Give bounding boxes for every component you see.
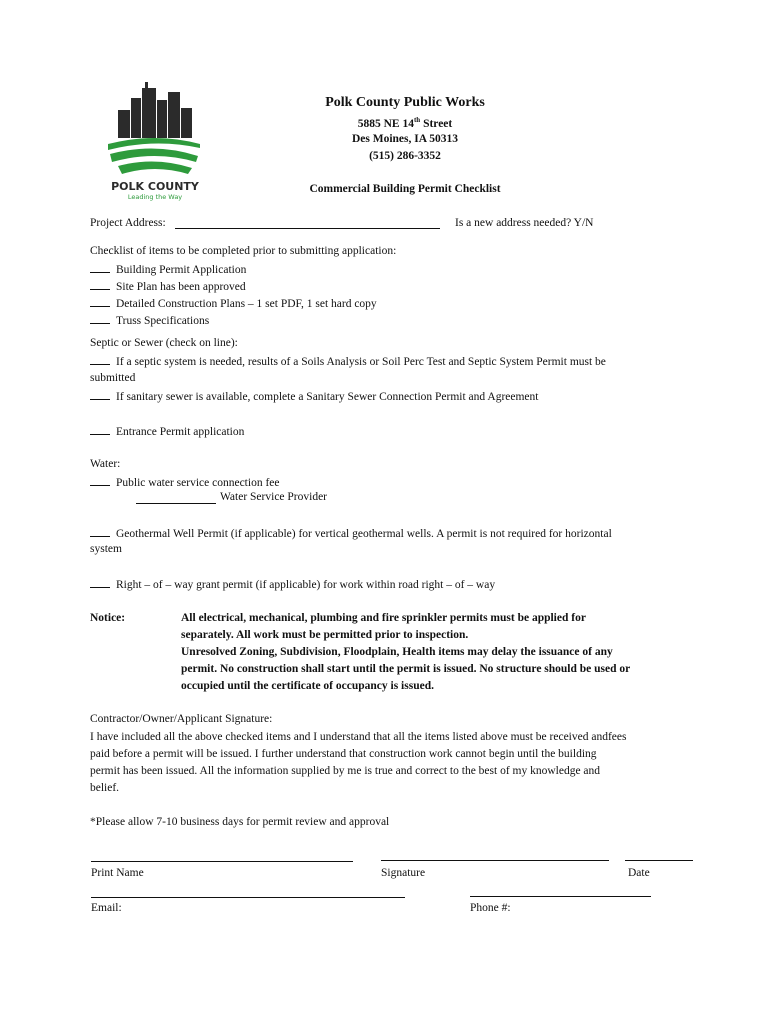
list-item — [90, 475, 279, 489]
notice-label: Notice: — [90, 612, 126, 624]
date-label: Date — [628, 867, 650, 879]
checkbox-line[interactable] — [90, 526, 110, 537]
phone-number: (515) 286-3352 — [369, 150, 441, 162]
notice-line: separately. All work must be permitted prior to inspection. — [181, 629, 469, 641]
checkbox-line[interactable] — [90, 279, 110, 290]
list-item — [90, 262, 246, 276]
city-state-zip: Des Moines, IA 50313 — [351, 133, 459, 145]
item-label: Building Permit Application — [116, 264, 247, 276]
logo-name: POLK COUNTY — [111, 180, 199, 193]
signature-heading: Contractor/Owner/Applicant Signature: — [90, 713, 273, 725]
list-item — [90, 279, 246, 293]
notice-line: permit. No construction shall start until the permit is issued. No structure should be used or — [181, 663, 631, 675]
phone-label: Phone #: — [470, 902, 511, 914]
review-time-note: *Please allow 7-10 business days for permit review and approval — [90, 816, 390, 828]
notice-line: occupied until the certificate of occupancy is issued. — [181, 680, 434, 692]
statement-line: I have included all the above checked items and I understand that all the items listed above must be received andfees — [90, 731, 627, 743]
print-name-label: Print Name — [91, 867, 144, 879]
item-label: Entrance Permit application — [116, 426, 245, 438]
street-suffix: th — [413, 116, 421, 124]
list-item — [90, 424, 244, 438]
list-item — [90, 354, 606, 368]
checkbox-line[interactable] — [90, 424, 110, 435]
geothermal-continued: system — [90, 543, 122, 555]
statement-line: belief. — [90, 782, 120, 794]
list-item — [90, 389, 539, 403]
water-provider-field[interactable] — [136, 503, 216, 504]
notice-line: Unresolved Zoning, Subdivision, Floodplain, Health items may delay the issuance of any — [181, 646, 613, 658]
list-item — [90, 577, 495, 591]
email-field[interactable] — [91, 897, 405, 898]
item-label: Detailed Construction Plans – 1 set PDF, 1 set hard copy — [116, 298, 377, 310]
print-name-field[interactable] — [91, 861, 353, 862]
item-label: Geothermal Well Permit (if applicable) for vertical geothermal wells. A permit is not required for horizontal — [116, 528, 612, 540]
signature-label: Signature — [381, 867, 426, 879]
checkbox-line[interactable] — [90, 475, 110, 486]
email-label: Email: — [91, 902, 122, 914]
statement-line: permit has been issued. All the information supplied by me is true and correct to the best of my knowledge and — [90, 765, 601, 777]
new-address-question: Is a new address needed? Y/N — [455, 217, 594, 229]
project-address-label: Project Address: — [90, 217, 166, 229]
checkbox-line[interactable] — [90, 296, 110, 307]
item-label: If sanitary sewer is available, complete a Sanitary Sewer Connection Permit and Agreement — [116, 391, 539, 403]
item-label: Site Plan has been approved — [116, 281, 246, 293]
checkbox-line[interactable] — [90, 354, 110, 365]
notice-line: All electrical, mechanical, plumbing and fire sprinkler permits must be applied for — [181, 612, 586, 624]
street-name: Street — [420, 117, 453, 130]
septic-heading: Septic or Sewer (check on line): — [90, 337, 238, 349]
statement-line: paid before a permit will be issued. I further understand that construction work cannot begin until the building — [90, 748, 597, 760]
street-number: 5885 NE 14 — [357, 117, 414, 130]
checkbox-line[interactable] — [90, 577, 110, 588]
water-heading: Water: — [90, 458, 121, 470]
checkbox-line[interactable] — [90, 262, 110, 273]
logo-tagline: Leading the Way — [127, 193, 183, 201]
street-address — [290, 116, 520, 130]
item-label: If a septic system is needed, results of a Soils Analysis or Soil Perc Test and Septic System Permit must be — [116, 356, 606, 368]
org-name: Polk County Public Works — [325, 95, 485, 110]
signature-field[interactable] — [381, 860, 609, 861]
septic-item-continued: submitted — [90, 372, 136, 384]
checkbox-line[interactable] — [90, 389, 110, 400]
checkbox-line[interactable] — [90, 313, 110, 324]
form-title: Commercial Building Permit Checklist — [309, 183, 501, 195]
list-item — [90, 296, 377, 310]
polk-county-logo — [100, 82, 210, 204]
list-item — [90, 526, 612, 540]
item-label: Public water service connection fee — [116, 477, 280, 489]
checklist-intro: Checklist of items to be completed prior to submitting application: — [90, 245, 397, 257]
water-provider-label: Water Service Provider — [220, 491, 328, 503]
phone-field[interactable] — [470, 896, 651, 897]
project-address-field[interactable] — [175, 228, 440, 229]
date-field[interactable] — [625, 860, 693, 861]
item-label: Right – of – way grant permit (if applicable) for work within road right – of – way — [116, 579, 496, 591]
list-item — [90, 313, 209, 327]
item-label: Truss Specifications — [116, 315, 210, 327]
